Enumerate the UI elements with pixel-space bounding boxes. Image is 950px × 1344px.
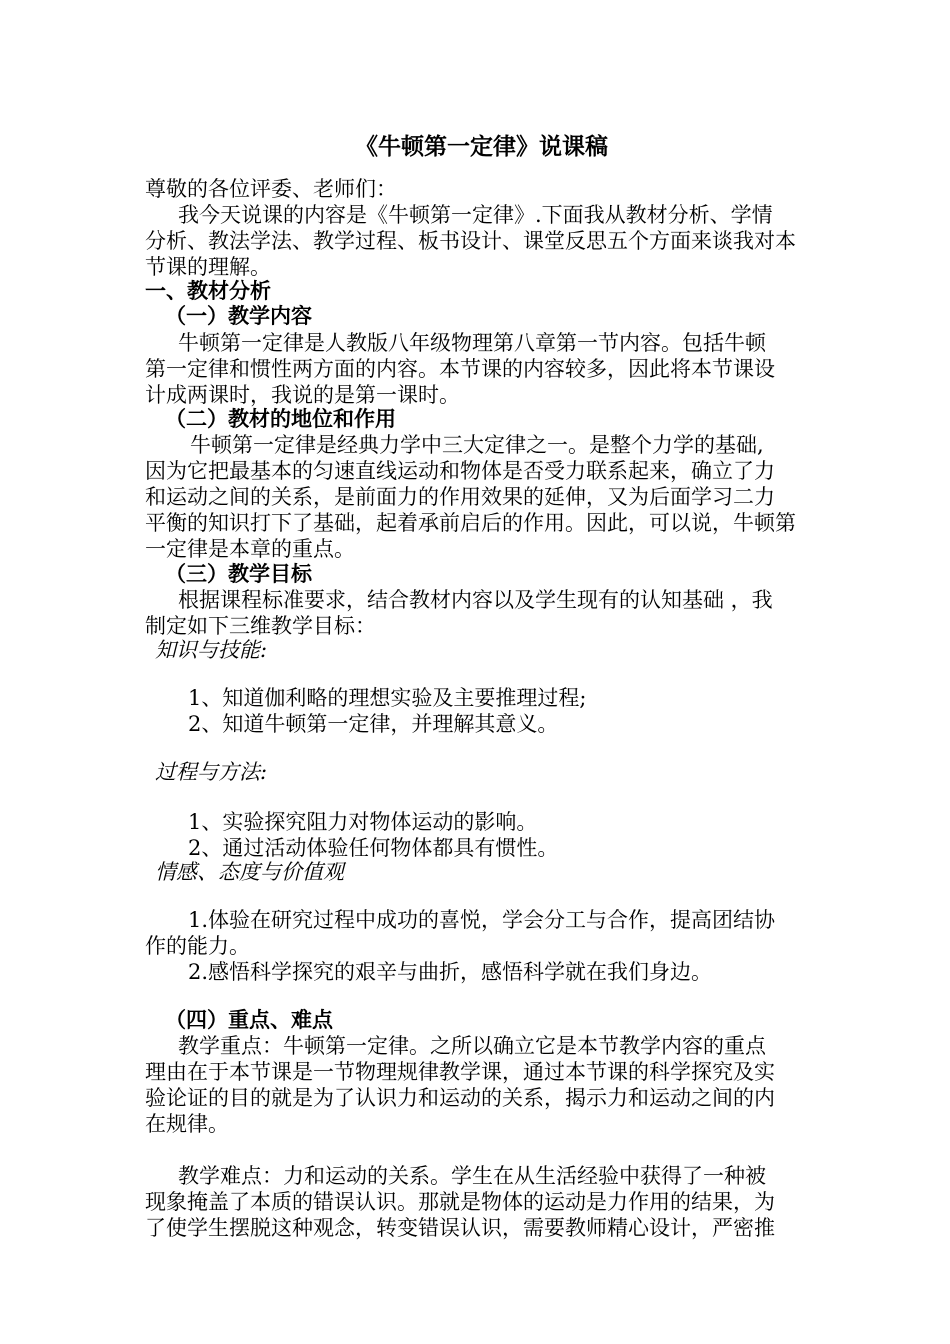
paragraph-line: 现象掩盖了本质的错误认识。那就是物体的运动是力作用的结果，为: [145, 1190, 775, 1214]
paragraph-line: 一定律是本章的重点。: [145, 537, 355, 561]
paragraph-line: 教学难点：力和运动的关系。学生在从生活经验中获得了一种被: [178, 1164, 766, 1188]
paragraph-line: 根据课程标准要求，结合教材内容以及学生现有的认知基础 ，我: [178, 588, 773, 612]
goal-item: 1.体验在研究过程中成功的喜悦，学会分工与合作，提高团结协: [188, 908, 776, 932]
paragraph-line: 和运动之间的关系，是前面力的作用效果的延伸，又为后面学习二力: [145, 485, 775, 509]
paragraph-line: 验论证的目的就是为了认识力和运动的关系，揭示力和运动之间的内: [145, 1086, 775, 1110]
paragraph-line: 分析、教法学法、教学过程、板书设计、课堂反思五个方面来谈我对本: [145, 229, 796, 253]
goal-item: 2、知道牛顿第一定律，并理解其意义。: [188, 712, 559, 736]
goal-heading: 情感、态度与价值观: [155, 860, 344, 884]
paragraph-line: 我今天说课的内容是《牛顿第一定律》.下面我从教材分析、学情: [178, 203, 773, 227]
section-heading: 一、教材分析: [145, 278, 271, 303]
goal-item: 1、知道伽利略的理想实验及主要推理过程;: [188, 686, 587, 710]
document-title: 《牛顿第一定律》说课稿: [355, 133, 608, 160]
greeting: 尊敬的各位评委、老师们：: [145, 177, 397, 201]
subsection-heading: （四）重点、难点: [165, 1007, 333, 1032]
subsection-heading: （三）教学目标: [165, 561, 312, 586]
paragraph-line: 制定如下三维教学目标：: [145, 614, 376, 638]
goal-heading: 过程与方法:: [155, 760, 268, 784]
subsection-heading: （二）教材的地位和作用: [165, 406, 396, 431]
paragraph-line: 了使学生摆脱这种观念，转变错误认识，需要教师精心设计，严密推: [145, 1216, 775, 1240]
paragraph-line: 理由在于本节课是一节物理规律教学课，通过本节课的科学探究及实: [145, 1060, 775, 1084]
goal-item: 1、实验探究阻力对物体运动的影响。: [188, 810, 538, 834]
goal-item: 2.感悟科学探究的艰辛与曲折，感悟科学就在我们身边。: [188, 960, 713, 984]
paragraph-line: 第一定律和惯性两方面的内容。本节课的内容较多，因此将本节课设: [145, 357, 775, 381]
paragraph-line: 教学重点：牛顿第一定律。之所以确立它是本节教学内容的重点: [178, 1034, 766, 1058]
paragraph-line: 牛顿第一定律是人教版八年级物理第八章第一节内容。包括牛顿: [178, 331, 766, 355]
goal-item: 2、通过活动体验任何物体都具有惯性。: [188, 836, 559, 860]
paragraph-line: 节课的理解。: [145, 255, 271, 279]
paragraph-line: 因为它把最基本的匀速直线运动和物体是否受力联系起来，确立了力: [145, 459, 775, 483]
paragraph-line: 作的能力。: [145, 934, 250, 958]
subsection-heading: （一）教学内容: [165, 303, 312, 328]
goal-heading: 知识与技能:: [155, 638, 268, 662]
paragraph-line: 计成两课时，我说的是第一课时。: [145, 383, 460, 407]
paragraph-line: 平衡的知识打下了基础，起着承前启后的作用。因此，可以说，牛顿第: [145, 511, 796, 535]
paragraph-line: 牛顿第一定律是经典力学中三大定律之一。是整个力学的基础,: [190, 433, 764, 457]
paragraph-line: 在规律。: [145, 1112, 229, 1136]
